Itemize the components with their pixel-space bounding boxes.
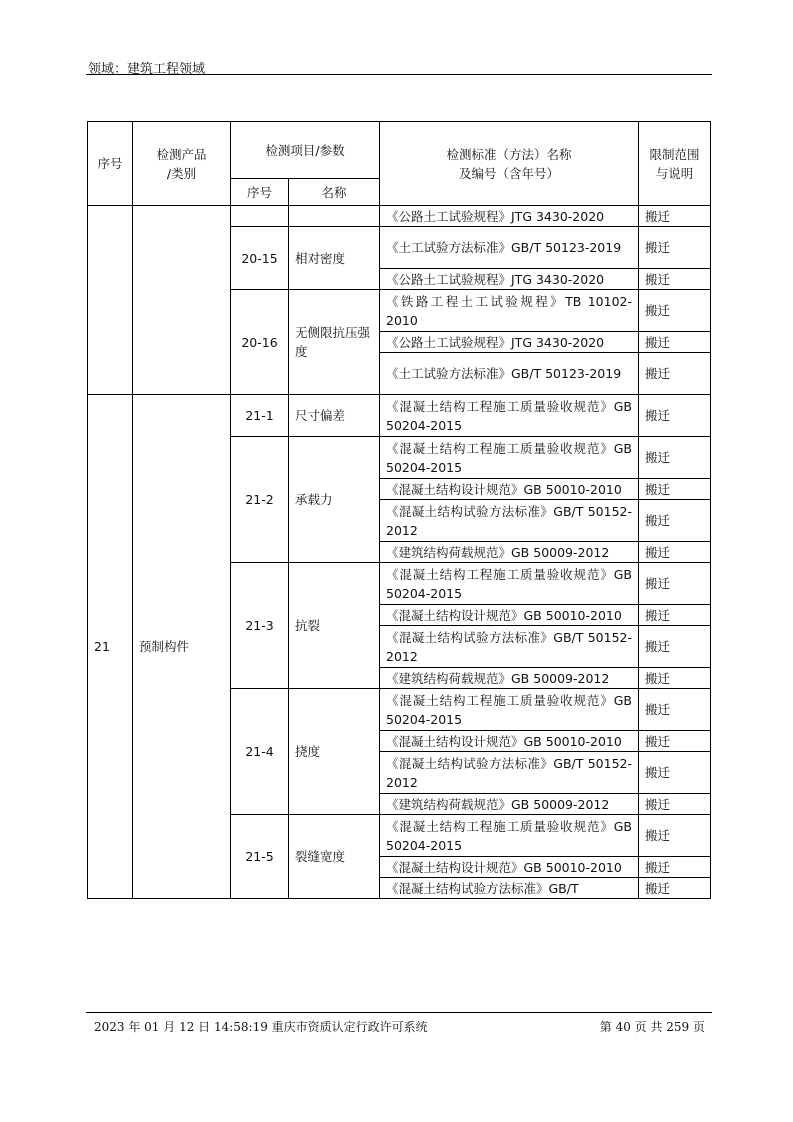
standard-cell: 《混凝土结构工程施工质量验收规范》GB 50204-2015 [380,815,639,857]
detection-scope-table [87,121,711,899]
table-row [88,395,711,437]
item-name: 相对密度 [289,227,380,290]
item-name: 承载力 [289,437,380,563]
standard-cell: 《混凝土结构试验方法标准》GB/T [380,878,639,899]
item-code: 21-2 [231,437,289,563]
limit-cell: 搬迁 [639,626,711,668]
item-name: 抗裂 [289,563,380,689]
footer-timestamp-system: 2023 年 01 月 12 日 14:58:19 重庆市资质认定行政许可系统 [94,1020,428,1034]
limit-cell: 搬迁 [639,794,711,815]
header-product: 检测产品 /类别 [133,122,231,206]
standard-cell: 《铁路工程土工试验规程》TB 10102-2010 [380,290,639,332]
standard-cell: 《公路土工试验规程》JTG 3430-2020 [380,332,639,353]
limit-cell: 搬迁 [639,353,711,395]
header-sub-name: 名称 [289,179,380,206]
footer-divider [86,1012,712,1013]
standard-cell: 《建筑结构荷载规范》GB 50009-2012 [380,794,639,815]
header-sub-seq: 序号 [231,179,289,206]
limit-cell: 搬迁 [639,857,711,878]
standard-cell: 《混凝土结构设计规范》GB 50010-2010 [380,731,639,752]
limit-cell: 搬迁 [639,437,711,479]
header-divider [86,74,712,75]
limit-cell: 搬迁 [639,227,711,269]
item-name: 裂缝宽度 [289,815,380,899]
standard-cell: 《土工试验方法标准》GB/T 50123-2019 [380,353,639,395]
standard-cell: 《公路土工试验规程》JTG 3430-2020 [380,206,639,227]
standard-cell: 《混凝土结构工程施工质量验收规范》GB 50204-2015 [380,563,639,605]
limit-cell: 搬迁 [639,479,711,500]
standard-cell: 《混凝土结构工程施工质量验收规范》GB 50204-2015 [380,437,639,479]
item-code: 21-5 [231,815,289,899]
footer-page-info: 第 40 页 共 259 页 [599,1020,705,1034]
limit-cell: 搬迁 [639,542,711,563]
limit-cell: 搬迁 [639,563,711,605]
limit-cell: 搬迁 [639,395,711,437]
standard-cell: 《建筑结构荷载规范》GB 50009-2012 [380,542,639,563]
limit-cell: 搬迁 [639,269,711,290]
limit-cell: 搬迁 [639,332,711,353]
item-name: 尺寸偏差 [289,395,380,437]
standard-cell: 《建筑结构荷载规范》GB 50009-2012 [380,668,639,689]
product-cell: 预制构件 [133,395,231,899]
header-seq: 序号 [88,122,133,206]
standard-cell: 《混凝土结构试验方法标准》GB/T 50152-2012 [380,752,639,794]
item-name: 无侧限抗压强度 [289,290,380,395]
header-limit: 限制范围 与说明 [639,122,711,206]
item-code: 20-16 [231,290,289,395]
seq-cell-continued [88,206,133,395]
item-code: 20-15 [231,227,289,290]
standard-cell: 《混凝土结构设计规范》GB 50010-2010 [380,479,639,500]
standard-cell: 《土工试验方法标准》GB/T 50123-2019 [380,227,639,269]
limit-cell: 搬迁 [639,605,711,626]
header-item-param: 检测项目/参数 [231,122,380,179]
limit-cell: 搬迁 [639,815,711,857]
page-header-field: 领域：建筑工程领域 [88,62,206,77]
item-code: 21-4 [231,689,289,815]
limit-cell: 搬迁 [639,500,711,542]
standard-cell: 《混凝土结构设计规范》GB 50010-2010 [380,605,639,626]
item-code [231,206,289,227]
limit-cell: 搬迁 [639,290,711,332]
standard-cell: 《混凝土结构设计规范》GB 50010-2010 [380,857,639,878]
product-cell-continued [133,206,231,395]
table-row [88,206,711,227]
limit-cell: 搬迁 [639,878,711,899]
standard-cell: 《混凝土结构试验方法标准》GB/T 50152-2012 [380,626,639,668]
standard-cell: 《公路土工试验规程》JTG 3430-2020 [380,269,639,290]
item-name [289,206,380,227]
limit-cell: 搬迁 [639,689,711,731]
standard-cell: 《混凝土结构工程施工质量验收规范》GB 50204-2015 [380,395,639,437]
item-code: 21-3 [231,563,289,689]
standard-cell: 《混凝土结构试验方法标准》GB/T 50152-2012 [380,500,639,542]
item-name: 挠度 [289,689,380,815]
limit-cell: 搬迁 [639,668,711,689]
item-code: 21-1 [231,395,289,437]
header-standard: 检测标准（方法）名称 及编号（含年号） [380,122,639,206]
seq-cell: 21 [88,395,133,899]
limit-cell: 搬迁 [639,752,711,794]
standard-cell: 《混凝土结构工程施工质量验收规范》GB 50204-2015 [380,689,639,731]
limit-cell: 搬迁 [639,731,711,752]
limit-cell: 搬迁 [639,206,711,227]
